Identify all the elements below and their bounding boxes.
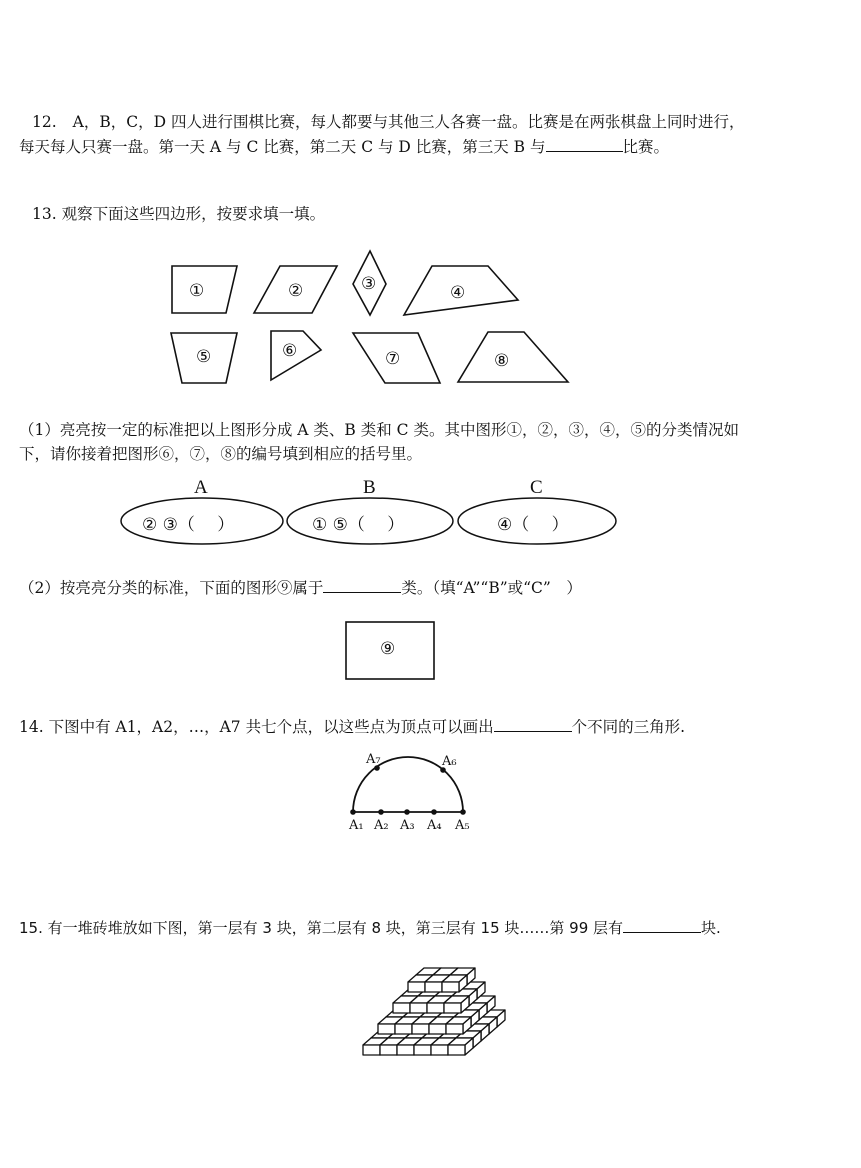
q13-part1-line2: 下，请你接着把图形⑥，⑦，⑧的编号填到相应的括号里。 — [19, 445, 423, 463]
label-a1: A₁ — [349, 818, 364, 833]
group-b-content[interactable]: ① ⑤（ ） — [312, 515, 405, 535]
shape-9-label: ⑨ — [380, 639, 396, 659]
q14-text-end: 个不同的三角形. — [571, 718, 686, 736]
q15-text-start: 15. 有一堆砖堆放如下图，第一层有 3 块，第二层有 8 块，第三层有 15 块……第 99 层有 — [19, 919, 624, 937]
q12-number: 12. — [32, 113, 57, 131]
q13-part2-end: 类。（填“A”“B”或“C” ） — [401, 579, 582, 597]
shape-1-label: ① — [189, 281, 205, 301]
label-a5: A₅ — [455, 818, 470, 833]
q13-part1-line1: （1）亮亮按一定的标准把以上图形分成 A 类、B 类和 C 类。其中图形①，②，③，④，⑤的分类情况如 — [19, 421, 739, 439]
q12-text-line1: A，B，C，D 四人进行围棋比赛，每人都要与其他三人各赛一盘。比赛是在两张棋盘上同时进行， — [72, 113, 745, 131]
shape-8-label: ⑧ — [494, 351, 510, 371]
q12-text-line2-end: 比赛。 — [622, 138, 670, 156]
label-a4: A₄ — [427, 818, 442, 833]
q15-text-end: 块. — [701, 919, 721, 937]
label-a2: A₂ — [374, 818, 389, 833]
group-c-content[interactable]: ④（ ） — [497, 515, 569, 535]
group-b-label: B — [363, 477, 376, 498]
shape-6-label: ⑥ — [282, 341, 298, 361]
group-a-content[interactable]: ② ③（ ） — [142, 515, 235, 535]
label-a7: A₇ — [366, 752, 381, 767]
q12-text-line2: 每天每人只赛一盘。第一天 A 与 C 比赛，第二天 C 与 D 比赛，第三天 B 与 — [19, 138, 546, 156]
shape-4-label: ④ — [450, 283, 466, 303]
label-a6: A₆ — [442, 754, 457, 769]
q13-title: 13. 观察下面这些四边形，按要求填一填。 — [32, 205, 326, 223]
shape-2-label: ② — [288, 281, 304, 301]
group-a-label: A — [194, 477, 208, 498]
shape-7-label: ⑦ — [385, 349, 401, 369]
q14-text-start: 14. 下图中有 A1，A2，…，A7 共七个点，以这些点为顶点可以画出 — [19, 718, 494, 736]
shape-3-label: ③ — [361, 274, 377, 294]
q13-part2-text: （2）按亮亮分类的标准，下面的图形⑨属于 — [19, 579, 324, 597]
shape-5-label: ⑤ — [196, 347, 212, 367]
label-a3: A₃ — [400, 818, 415, 833]
group-c-label: C — [530, 477, 543, 498]
